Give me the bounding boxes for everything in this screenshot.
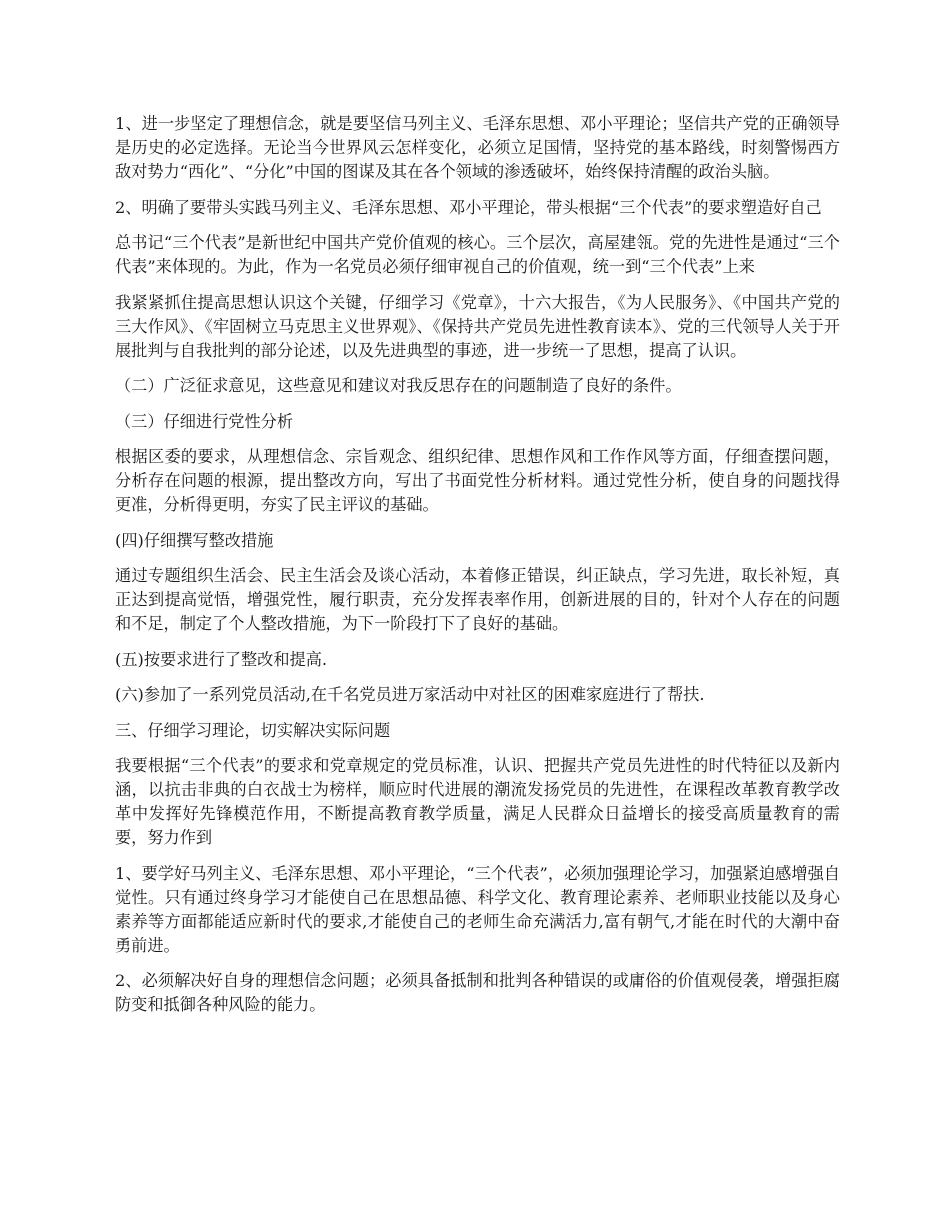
paragraph-3: 总书记“三个代表”是新世纪中国共产党价值观的核心。三个层次，高屋建瓴。党的先进性是通过“三个代表”来体现的。为此，作为一名党员必须仔细审视自己的价值观，统一到“三个代表”上来 (115, 233, 840, 276)
paragraph-15: 2、必须解决好自身的理想信念问题；必须具备抵制和批判各种错误的或庸俗的价值观侵袭，增强拒腐防变和抵御各种风险的能力。 (115, 971, 840, 1014)
paragraph-1: 1、进一步坚定了理想信念，就是要坚信马列主义、毛泽东思想、邓小平理论；坚信共产党的正确领导是历史的必定选择。无论当今世界风云怎样变化，必须立足国情，坚持党的基本路线，时刻警惕西方敌对势力“西化”、“分化”中国的图谋及其在各个领域的渗透破坏，始终保持清醒的政治头脑。 (115, 114, 840, 181)
paragraph-2: 2、明确了要带头实践马列主义、毛泽东思想、邓小平理论，带头根据“三个代表”的要求塑造好自己 (115, 197, 822, 217)
section-heading-6: (六)参加了一系列党员活动,在千名党员进万家活动中对社区的困难家庭进行了帮扶. (115, 685, 705, 704)
section-heading-4: (四)仔细撰写整改措施 (115, 530, 274, 550)
section-heading-5: (五)按要求进行了整改和提高. (115, 649, 328, 669)
paragraph-7: 根据区委的要求，从理想信念、宗旨观念、组织纪律、思想作风和工作作风等方面，仔细查摆问题，分析存在问题的根源，提出整改方向，写出了书面党性分析材料。通过党性分析，使自身的问题找得更准，分析得更明，夯实了民主评议的基础。 (115, 447, 840, 514)
paragraph-4: 我紧紧抓住提高思想认识这个关键，仔细学习《党章》，十六大报告，《为人民服务》、《中国共产党的三大作风》、《牢固树立马克思主义世界观》、《保持共产党员先进性教育读本》、党的三代领导人关于开展批判与自我批判的部分论述，以及先进典型的事迹，进一步统一了思想，提高了认识。 (115, 292, 840, 360)
paragraph-9: 通过专题组织生活会、民主生活会及谈心活动，本着修正错误，纠正缺点，学习先进，取长补短，真正达到提高觉悟，增强党性，履行职责，充分发挥表率作用，创新进展的目的，针对个人存在的问题和不足，制定了个人整改措施，为下一阶段打下了良好的基础。 (115, 566, 840, 633)
document-body (115, 112, 840, 1029)
paragraph-14: 1、要学好马列主义、毛泽东思想、邓小平理论，“三个代表”，必须加强理论学习，加强紧迫感增强自觉性。只有通过终身学习才能使自己在思想品德、科学文化、教育理论素养、老师职业技能以及身心素养等方面都能适应新时代的要求,才能使自己的老师生命充满活力,富有朝气,才能在时代的大潮中奋勇前进。 (115, 863, 840, 955)
paragraph-13: 我要根据“三个代表”的要求和党章规定的党员标准，认识、把握共产党员先进性的时代特征以及新内涵，以抗击非典的白衣战士为榜样，顺应时代进展的潮流发扬党员的先进性，在课程改革教育教学改革中发挥好先锋模范作用，不断提高教育教学质量，满足人民群众日益增长的接受高质量教育的需要，努力作到 (115, 756, 840, 847)
section-heading-3: （三）仔细进行党性分析 (115, 411, 294, 431)
section-heading-three: 三、仔细学习理论，切实解决实际问题 (115, 720, 391, 740)
section-heading-2: （二）广泛征求意见，这些意见和建议对我反思存在的问题制造了良好的条件。 (115, 376, 682, 395)
